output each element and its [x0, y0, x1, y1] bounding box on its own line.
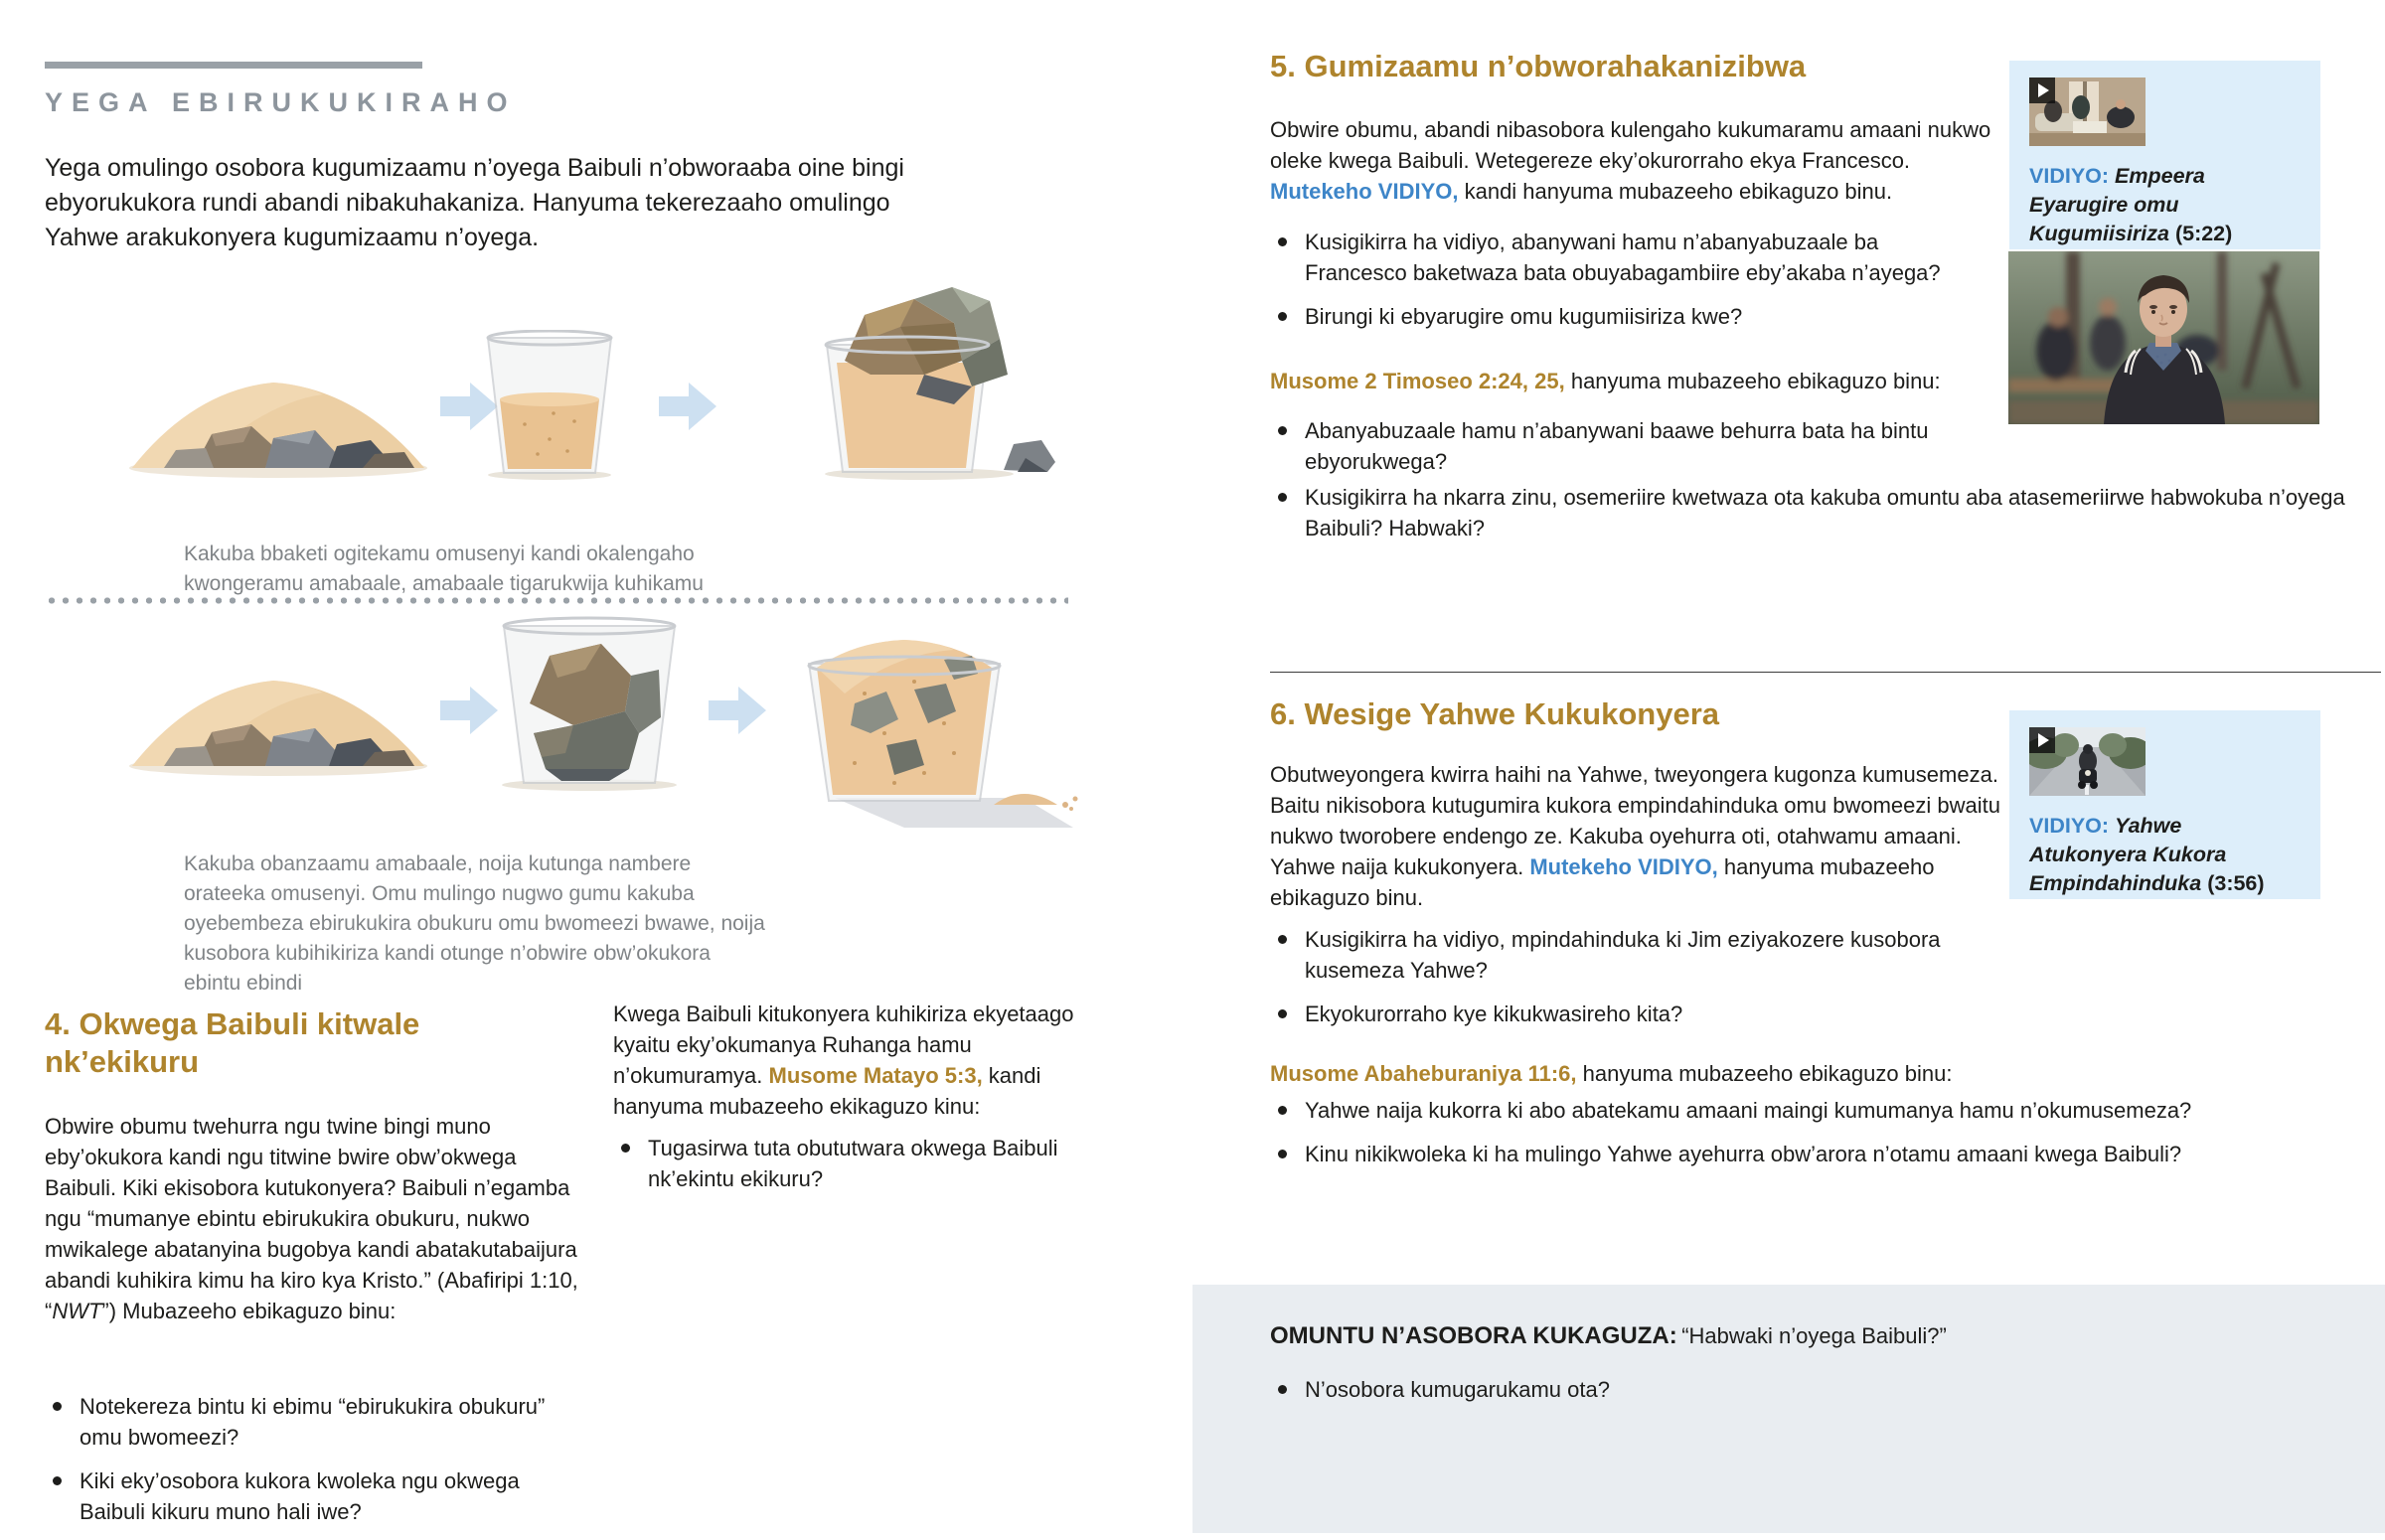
scripture-link[interactable]: Musome 2 Timoseo 2:24, 25, [1270, 369, 1565, 393]
video-caption: VIDIYO: Yahwe Atukonyera Kukora Empindahinduka (3:56) [2029, 814, 2265, 895]
video-panel [2009, 61, 2320, 249]
video-link[interactable]: Mutekeho VIDIYO, [1270, 179, 1459, 204]
question-box-question: “Habwaki n’oyega Baibuli?” [1681, 1323, 1947, 1348]
scripture-link[interactable]: Musome Matayo 5:3, [768, 1063, 983, 1088]
sand-pile-illustration [124, 641, 432, 780]
glass-sand-full-illustration [795, 634, 1093, 833]
illustration-caption: Kakuba obanzaamu amabaale, noija kutunga nambere orateeka omusenyi. Omu mulingo nugwo gumu kakuba oyebembeza ebirukukira obukuru omu bwomeezi bwawe, noija kusobora kubihikiriza kandi otunge n’obwire obw’okukora ebintu ebindi [184, 852, 765, 995]
glass-sand-illustration [480, 330, 619, 481]
bullet-item: Yahwe naija kukorra ki abo abatekamu amaani maingi kumumanya hamu n’okumusemeza? [1270, 1095, 2358, 1126]
bullet-item: Ekyokurorraho kye kikukwasireho kita? [1270, 999, 1990, 1029]
bullet-item: Kusigikirra ha vidiyo, mpindahinduka ki Jim eziyakozere kusobora kusemeza Yahwe? [1270, 924, 1990, 986]
video-link[interactable]: Mutekeho VIDIYO, [1529, 854, 1718, 879]
play-icon [2029, 727, 2055, 753]
video-thumbnail[interactable] [2029, 727, 2146, 796]
bullet-item: Kusigikirra ha nkarra zinu, osemeriire kwetwaza ota kakuba omuntu aba atasemeriirwe habwokuba n’oyega Baibuli? Habwaki? [1270, 482, 2358, 543]
section-6-paragraph: Obutweyongera kwirra haihi na Yahwe, tweyongera kugonza kumusemeza. Baitu nikisobora kutugumira kukora empindahinduka omu bwomeezi bwaitu nukwo tworobere endengo ze. Kakuba oyehurra oti, otahwamu amaani. Yahwe naija kukukonyera. Mutekeho VIDIYO, hanyuma mubazeeho ebikaguzo binu. [1270, 762, 2000, 910]
bullet-item: Kinu nikikwoleka ki ha mulingo Yahwe ayehurra obw’arora n’otamu amaani kwega Baibuli? [1270, 1139, 2358, 1169]
bullet-item: Notekereza bintu ki ebimu “ebirukukira obukuru” omu bwomeezi? [45, 1391, 571, 1453]
play-icon [2029, 77, 2055, 103]
bullet-list [1270, 1374, 2164, 1418]
photo-francesco [2008, 251, 2319, 424]
video-label[interactable]: VIDIYO: [2029, 164, 2110, 188]
bullet-list [1270, 482, 2358, 556]
sand-pile-illustration [124, 343, 432, 482]
bullet-item: Kiki eky’osobora kukora kwoleka ngu okwega Baibuli kikuru muno hali iwe? [45, 1465, 571, 1527]
kicker-title: YEGA EBIRUKUKIRAHO [45, 87, 517, 117]
section-6-title: 6. Wesige Yahwe Kukukonyera [1270, 696, 1719, 731]
bullet-list [45, 1391, 571, 1540]
glass-rocks-illustration [490, 614, 689, 793]
bible-edition-abbrev: NWT [52, 1299, 102, 1323]
bullet-item: Birungi ki ebyarugire omu kugumiisiriza kwe? [1270, 301, 1971, 332]
video-thumbnail[interactable] [2029, 77, 2146, 146]
intro-paragraph: Yega omulingo osobora kugumizaamu n’oyega Baibuli n’obworaaba oine bingi ebyorukukora rundi abandi nibakuhakaniza. Hanyuma tekerezaaho omulingo Yahwe arakukonyera kugumizaamu n’oyega. [45, 154, 904, 251]
dotted-divider [45, 597, 1068, 604]
read-scripture-line: Musome Abaheburaniya 11:6, hanyuma mubazeeho ebikaguzo binu: [1270, 1061, 1953, 1086]
question-box [1192, 1285, 2385, 1533]
bullet-item: Tugasirwa tuta obututwara okwega Baibuli nk’ekintu ekikuru? [613, 1133, 1110, 1194]
video-label[interactable]: VIDIYO: [2029, 814, 2110, 838]
bullet-item: Abanyabuzaale hamu n’abanywani baawe behurra bata ha bintu ebyorukwega? [1270, 415, 1971, 477]
bullet-list [1270, 1095, 2358, 1182]
section-4-paragraph: Obwire obumu twehurra ngu twine bingi muno eby’okukora kandi ngu titwine bwire obw’okwega Baibuli. Kiki ekisobora kutukonyera? Baibuli n’egamba ngu “mumanye ebintu ebirukukira obukuru, nukwo mwikalege abatanyina bugobya kandi abatakutabaijura abandi kuhikira kimu ha kiro kya Kristo.” (Abafiripi 1:10, “NWT”) Mubazeeho ebikaguzo binu: [45, 1114, 578, 1323]
read-scripture-line: Musome 2 Timoseo 2:24, 25, hanyuma mubazeeho ebikaguzo binu: [1270, 369, 1941, 393]
question-box-bullet: N’osobora kumugarukamu ota? [1270, 1374, 2164, 1405]
bullet-list [613, 1133, 1110, 1207]
glass-rocks-top-illustration [805, 283, 1063, 482]
scripture-link[interactable]: Musome Abaheburaniya 11:6, [1270, 1061, 1577, 1086]
bullet-list [1270, 924, 1990, 1042]
question-box-heading: OMUNTU N’ASOBORA KUKAGUZA: “Habwaki n’oyega Baibuli?” [1270, 1322, 1947, 1349]
bullet-list [1270, 415, 1971, 490]
arrow-icon [659, 380, 718, 434]
bullet-list [1270, 227, 1971, 345]
kicker-rule [45, 62, 422, 69]
section-5-title: 5. Gumizaamu n’obworahakanizibwa [1270, 49, 1807, 83]
section-4-title: 4. Okwega Baibuli kitwale nk’ekikuru [45, 1006, 420, 1079]
illustration-caption: Kakuba bbaketi ogitekamu omusenyi kandi okalengaho kwongeramu amabaale, amabaale tigarukwija kuhikamu [184, 542, 704, 595]
bullet-item: Kusigikirra ha vidiyo, abanywani hamu n’abanyabuzaale ba Francesco baketwaza bata obuyabagambiire eby’akaba n’ayega? [1270, 227, 1971, 288]
section-5-paragraph: Obwire obumu, abandi nibasobora kulengaho kukumaramu amaani nukwo oleke kwega Baibuli. Wetegereze eky’okurorraho ekya Francesco. Mutekeho VIDIYO, kandi hanyuma mubazeeho ebikaguzo binu. [1270, 117, 1991, 204]
video-caption: VIDIYO: Empeera Eyarugire omu Kugumiisiriza (5:22) [2029, 164, 2233, 245]
left-page [45, 0, 1103, 1533]
section-divider [1270, 672, 2381, 673]
video-panel [2009, 710, 2320, 899]
column-2-paragraph: Kwega Baibuli kitukonyera kuhikiriza ekyetaago kyaitu eky’okumanya Ruhanga hamu n’okumuramya. Musome Matayo 5:3, kandi hanyuma mubazeeho ekikaguzo kinu: [613, 1001, 1074, 1119]
arrow-icon [709, 684, 768, 738]
